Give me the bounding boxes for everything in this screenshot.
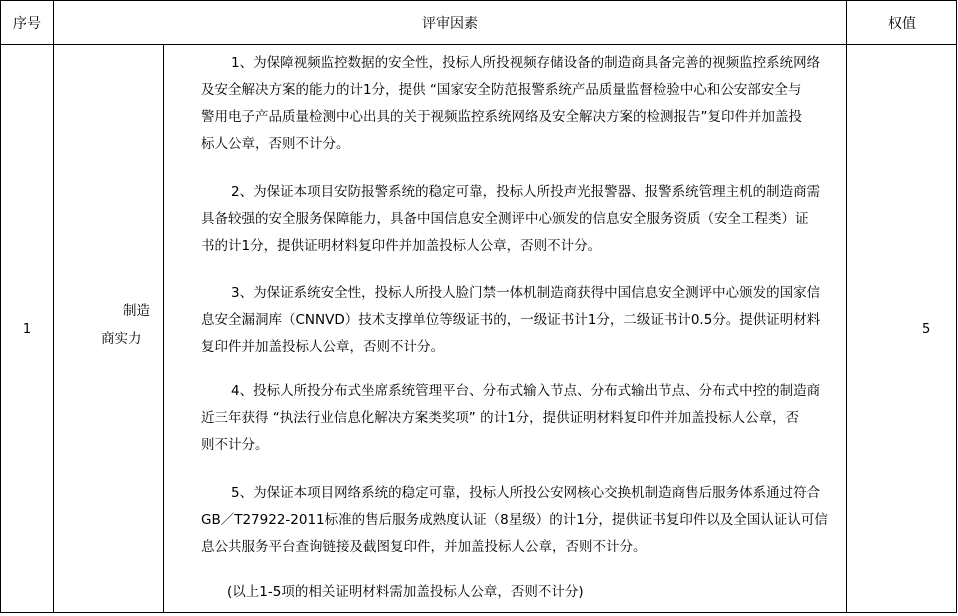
item-4-line-3: 则不计分。: [201, 437, 269, 453]
item-1-line-1: 1、为保障视频监控数据的安全性，投标人所投视频存储设备的制造商具备完善的视频监控系统网络: [231, 55, 821, 71]
item-2-line-1: 2、为保证本项目安防报警系统的稳定可靠，投标人所投声光报警器、报警系统管理主机的制造商需: [231, 184, 821, 200]
column-divider-1: [53, 1, 54, 613]
category-line-1: 制造: [123, 303, 150, 319]
item-1-line-4: 标人公章，否则不计分。: [201, 136, 350, 152]
row-category: [61, 297, 161, 353]
item-3-line-2: 息安全漏洞库（CNNVD）技术支撑单位等级证书的，一级证书计1分，二级证书计0.5分。提供证明材料: [201, 312, 821, 328]
criteria-item-3: [201, 280, 841, 361]
item-5-line-3: 息公共服务平台查询链接及截图复印件，并加盖投标人公章，否则不计分。: [201, 539, 647, 555]
row-index: 1: [22, 321, 32, 337]
header-criteria: 评审因素: [422, 15, 478, 32]
criteria-item-5: [201, 480, 841, 561]
item-2-line-3: 书的计1分，提供证明材料复印件并加盖投标人公章，否则不计分。: [201, 238, 602, 254]
item-1-line-2: 及安全解决方案的能力的计1分，提供 “国家安全防范报警系统产品质量监督检验中心和公安部安全与: [201, 82, 802, 98]
header-index: 序号: [13, 15, 41, 32]
header-divider: [1, 44, 956, 45]
item-5-line-2: GB／T27922-2011标准的售后服务成熟度认证（8星级）的计1分，提供证书复印件以及全国认证认可信: [201, 512, 828, 528]
item-3-line-1: 3、为保证系统安全性，投标人所投人脸门禁一体机制造商获得中国信息安全测评中心颁发的国家信: [231, 285, 821, 301]
category-line-2: 商实力: [101, 331, 142, 347]
header-weight: 权值: [888, 15, 916, 32]
item-4-line-2: 近三年获得 “执法行业信息化解决方案类奖项” 的计1分，提供证明材料复印件并加盖投标人公章，否: [201, 410, 800, 426]
note-line: (以上1-5项的相关证明材料需加盖投标人公章，否则不计分): [227, 584, 584, 600]
row-weight: 5: [922, 321, 931, 337]
criteria-item-2: [201, 179, 841, 260]
item-1-line-3: 警用电子产品质量检测中心出具的关于视频监控系统网络及安全解决方案的检测报告”复印件并加盖投: [201, 109, 802, 125]
column-divider-2: [163, 44, 164, 613]
criteria-item-1: [201, 50, 841, 158]
item-5-line-1: 5、为保证本项目网络系统的稳定可靠，投标人所投公安网核心交换机制造商售后服务体系通过符合: [231, 485, 821, 501]
item-4-line-1: 4、投标人所投分布式坐席系统管理平台、分布式输入节点、分布式输出节点、分布式中控的制造商: [231, 383, 821, 399]
criteria-item-4: [201, 378, 841, 459]
item-2-line-2: 具备较强的安全服务保障能力，具备中国信息安全测评中心颁发的信息安全服务资质（安全工程类）证: [201, 211, 809, 227]
criteria-note: [227, 579, 867, 606]
item-3-line-3: 复印件并加盖投标人公章，否则不计分。: [201, 339, 444, 355]
